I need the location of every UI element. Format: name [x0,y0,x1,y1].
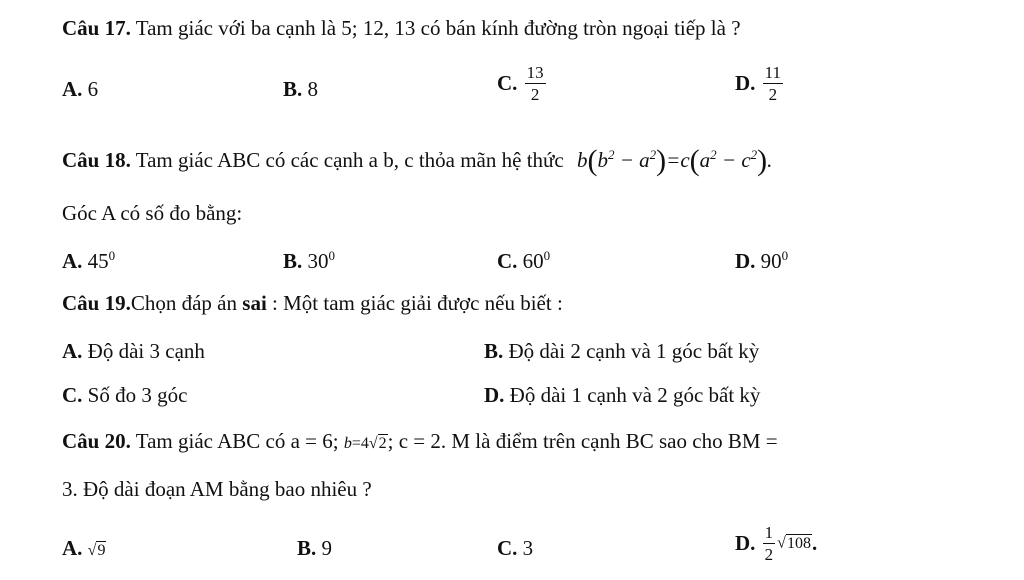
question-18 [62,144,772,178]
q17-option-d[interactable]: D. $\frac{11}{2}$ [735,63,782,104]
question-18-line2: Góc A có số đo bằng: [62,201,243,225]
q20-option-a[interactable]: A. √9 [62,536,106,560]
question-20-label: Câu 20. [62,429,131,453]
q20-option-b[interactable]: B. 9 [297,536,333,560]
b-formula: b=4√2 [343,435,387,452]
fraction: $\frac{1}{2}$ [764,523,774,564]
fraction: $\frac{11}{2}$ [764,63,782,104]
q19-option-d[interactable]: D. Độ dài 1 cạnh và 2 góc bất kỳ [484,383,761,407]
formula: $b(b^2 - a^2)=c(a^2 - c^2)$. [576,144,773,177]
q18-option-b[interactable]: B. $30^0$ [283,248,336,273]
question-19: Câu 19.Chọn đáp án sai : Một tam giác giải được nếu biết : [62,291,563,315]
sqrt: √108 [777,534,811,552]
q17-option-b[interactable]: B. 8 [283,77,319,101]
question-19-label: Câu 19. [62,291,131,315]
question-18-text: Tam giác ABC có các cạnh a b, c thỏa mãn hệ thức [135,148,564,172]
question-20-line2: 3. Độ dài đoạn AM bằng bao nhiêu ? [62,477,372,501]
question-17-text: Tam giác với ba cạnh là 5; 12, 13 có bán kính đường tròn ngoại tiếp là ? [135,16,741,40]
q18-option-c[interactable]: C. $60^0$ [497,248,551,273]
question-17-label: Câu 17. [62,16,131,40]
q19-option-b[interactable]: B. Độ dài 2 cạnh và 1 góc bất kỳ [484,339,760,363]
q19-option-c[interactable]: C. Số đo 3 góc [62,383,188,407]
q17-option-a[interactable]: A. 6 [62,77,99,101]
question-20: Câu 20. Tam giác ABC có a = 6; b=4√2; c = 2. M là điểm trên cạnh BC sao cho BM = [62,429,778,453]
sqrt: √9 [87,542,106,559]
q19-option-a[interactable]: A. Độ dài 3 cạnh [62,339,205,363]
fraction: $\frac{13}{2}$ [526,63,544,104]
q20-option-d[interactable]: D. $\frac{1}{2}$ √108. [735,523,818,564]
q17-option-c[interactable]: C. $\frac{13}{2}$ [497,63,544,104]
q20-option-c[interactable]: C. 3 [497,536,534,560]
question-17 [62,16,741,41]
q18-option-a[interactable]: A. $45^0$ [62,248,116,273]
question-18-label: Câu 18. [62,148,131,172]
q18-option-d[interactable]: D. $90^0$ [735,248,789,273]
